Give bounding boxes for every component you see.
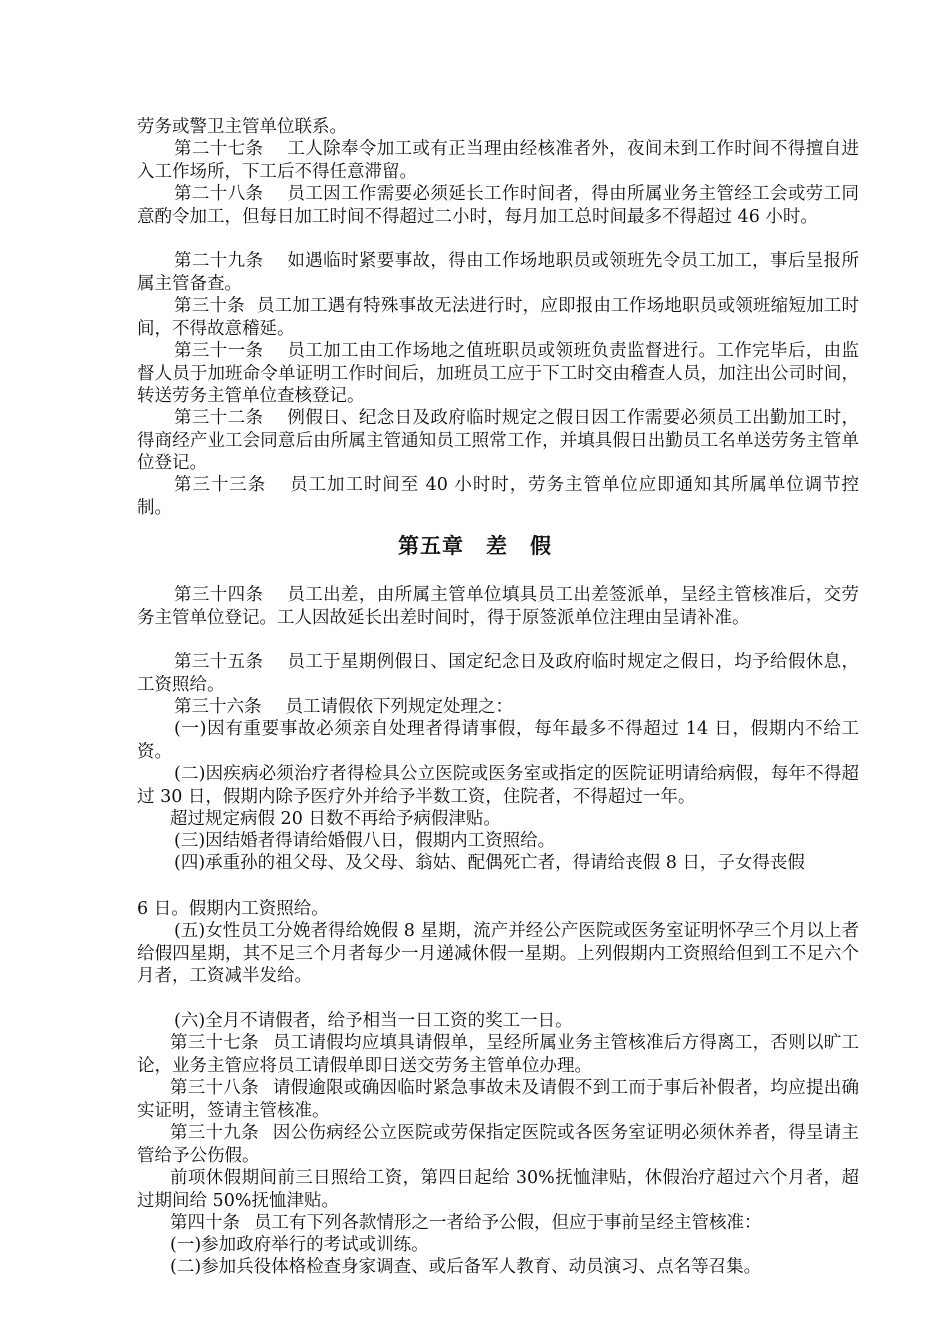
article-number: 第三十二条 [174, 408, 264, 428]
article-29: 第二十九条 如遇临时紧要事故，得由工作场地职员或领班先令员工加工，事后呈报所属主管备查。 [137, 251, 859, 294]
article-36: 第三十六条 员工请假依下列规定处理之： [174, 697, 513, 717]
article-number: 第二十八条 [174, 184, 264, 204]
clause-1: (一)因有重要事故必须亲自处理者得请事假，每年最多不得超过 14 日，假期内不给工资。 [137, 719, 859, 762]
article-number: 第三十七条 [170, 1033, 259, 1053]
article-number: 第三十一条 [174, 341, 264, 361]
article-number: 第二十九条 [174, 251, 264, 271]
article-number: 第三十八条 [170, 1078, 259, 1098]
article-number: 第三十九条 [170, 1123, 259, 1143]
article-33: 第三十三条 员工加工时间至 40 小时时，劳务主管单位应即通知其所属单位调节控制。 [137, 475, 859, 518]
official-leave-item-1: (一)参加政府举行的考试或训练。 [170, 1235, 429, 1255]
work-injury-note: 前项休假期间前三日照给工资，第四日起给 30%抚恤津贴，休假治疗超过六个月者，超过期间给 50%抚恤津贴。 [137, 1168, 859, 1211]
article-number: 第三十六条 [174, 697, 262, 717]
article-number: 第三十五条 [174, 652, 264, 672]
article-number: 第三十四条 [174, 585, 264, 605]
clause-6: (六)全月不请假者，给予相当一日工资的奖工一日。 [174, 1011, 573, 1031]
article-27: 第二十七条 工人除奉令加工或有正当理由经核准者外，夜间未到工作时间不得擅自进入工作场所，下工后不得任意滞留。 [137, 139, 859, 182]
article-number: 第三十三条 [174, 475, 267, 495]
sick-leave-note: 超过规定病假 20 日数不再给予病假津贴。 [170, 809, 501, 829]
article-31: 第三十一条 员工加工由工作场地之值班职员或领班负责监督进行。工作完毕后，由监督人员于加班命令单证明工作时间后，加班员工应于下工时交由稽查人员，加注出公司时间，转送劳务主管单位查核登记。 [137, 341, 859, 406]
article-30: 第三十条 员工加工遇有特殊事故无法进行时，应即报由工作场地职员或领班缩短加工时间，不得故意稽延。 [137, 296, 860, 339]
clause-4-continuation: 6 日。假期内工资照给。 [137, 899, 329, 919]
article-34: 第三十四条 员工出差，由所属主管单位填具员工出差签派单，呈经主管核准后，交劳务主管单位登记。工人因故延长出差时间时，得于原签派单位注理由呈请补准。 [137, 585, 859, 628]
article-40: 第四十条 员工有下列各款情形之一者给予公假，但应于事前呈经主管核准： [170, 1213, 762, 1233]
paragraph-continuation: 劳务或警卫主管单位联系。 [137, 117, 347, 137]
clause-3: (三)因结婚者得请给婚假八日，假期内工资照给。 [174, 831, 556, 851]
article-number: 第二十七条 [174, 139, 264, 159]
article-number: 第三十条 [174, 296, 245, 316]
article-35: 第三十五条 员工于星期例假日、国定纪念日及政府临时规定之假日，均予给假休息，工资照给。 [137, 652, 859, 695]
article-32: 第三十二条 例假日、纪念日及政府临时规定之假日因工作需要必须员工出勤加工时，得商经产业工会同意后由所属主管通知员工照常工作，并填具假日出勤员工名单送劳务主管单位登记。 [137, 408, 859, 473]
article-38: 第三十八条 请假逾限或确因临时紧急事故未及请假不到工而于事后补假者，均应提出确实证明，签请主管核准。 [137, 1078, 860, 1121]
chapter-title: 第五章 差 假 [398, 534, 552, 558]
clause-2: (二)因疾病必须治疗者得检具公立医院或医务室或指定的医院证明请给病假，每年不得超过 30 日，假期内除予医疗外并给予半数工资，住院者，不得超过一年。 [137, 764, 859, 807]
article-39: 第三十九条 因公伤病经公立医院或劳保指定医院或各医务室证明必须休养者，得呈请主管给予公伤假。 [137, 1123, 860, 1166]
article-28: 第二十八条 员工因工作需要必须延长工作时间者，得由所属业务主管经工会或劳工同意酌令加工，但每日加工时间不得超过二小时，每月加工总时间最多不得超过 46 小时。 [137, 184, 859, 227]
article-number: 第四十条 [170, 1213, 240, 1233]
official-leave-item-2: (二)参加兵役体格检查身家调查、或后备军人教育、动员演习、点名等召集。 [170, 1257, 762, 1277]
clause-4: (四)承重孙的祖父母、及父母、翁姑、配偶死亡者，得请给丧假 8 日，子女得丧假 [174, 853, 805, 873]
clause-5: (五)女性员工分娩者得给娩假 8 星期，流产并经公产医院或医务室证明怀孕三个月以上者给假四星期，其不足三个月者每少一月递减休假一星期。上列假期内工资照给但到工不足六个月者，工资减半发给。 [137, 921, 859, 986]
article-37: 第三十七条 员工请假均应填具请假单，呈经所属业务主管核准后方得离工，否则以旷工论，业务主管应将员工请假单即日送交劳务主管单位办理。 [137, 1033, 860, 1076]
